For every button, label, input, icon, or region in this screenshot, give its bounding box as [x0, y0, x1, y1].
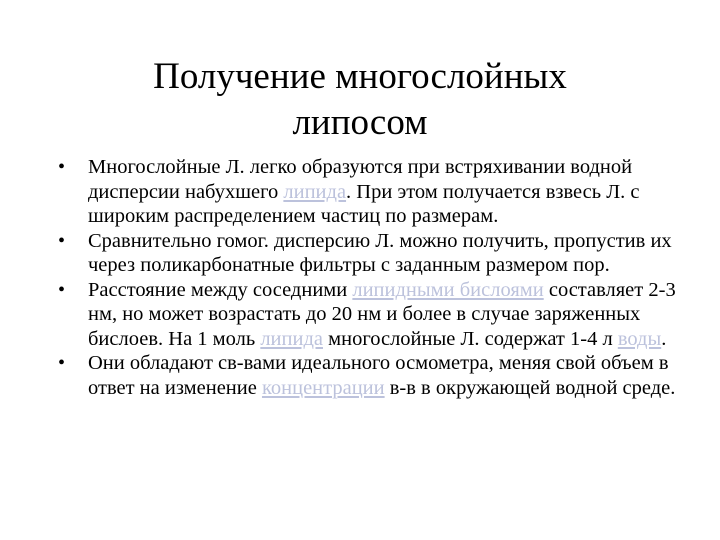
bullet-item-2	[58, 229, 698, 278]
bullet-text: Сравнительно гомог. дисперсию Л. можно получить, пропустив их через поликарбонатные фильтры с заданным размером пор.	[88, 229, 672, 276]
bullet-list	[58, 155, 698, 400]
slide-title-line-2: липосом	[292, 102, 428, 143]
bullet-text: составляет 2-3 нм, но может возрастать до 20 нм и более в случае заряженных бислоев. На 1 моль	[88, 278, 676, 350]
link-water[interactable]: воды	[617, 327, 662, 350]
bullet-text: Расстояние между соседними	[88, 278, 353, 301]
bullet-text: в-в в окружающей водной среде.	[384, 376, 676, 399]
bullet-text: . При этом получается взвесь Л. с широким распределением частиц по размерам.	[88, 180, 640, 227]
bullet-item-1	[58, 155, 698, 229]
bullet-text: многослойные Л. содержат 1-4 л	[323, 327, 618, 350]
bullet-text: Многослойные Л. легко образуются при встряхивании водной дисперсии набухшего	[88, 156, 633, 203]
bullet-icon: •	[58, 352, 66, 374]
slide-title-line-1: Получение многослойных	[153, 56, 567, 97]
link-lipid[interactable]: липида	[283, 180, 347, 203]
bullet-icon: •	[58, 278, 66, 301]
bullet-text: .	[661, 327, 667, 350]
bullet-icon: •	[58, 229, 66, 252]
link-lipid-bilayers[interactable]: липидными бислоями	[352, 278, 544, 301]
bullet-item-4	[58, 351, 698, 400]
bullet-text: Они обладают св-вами идеального осмометра, меняя свой объем в ответ на изменение	[88, 352, 669, 399]
slide-title	[60, 54, 660, 146]
link-lipid[interactable]: липида	[260, 327, 323, 350]
bullet-icon: •	[58, 156, 66, 178]
link-concentration[interactable]: концентрации	[261, 376, 385, 399]
bullet-item-3	[58, 278, 698, 352]
